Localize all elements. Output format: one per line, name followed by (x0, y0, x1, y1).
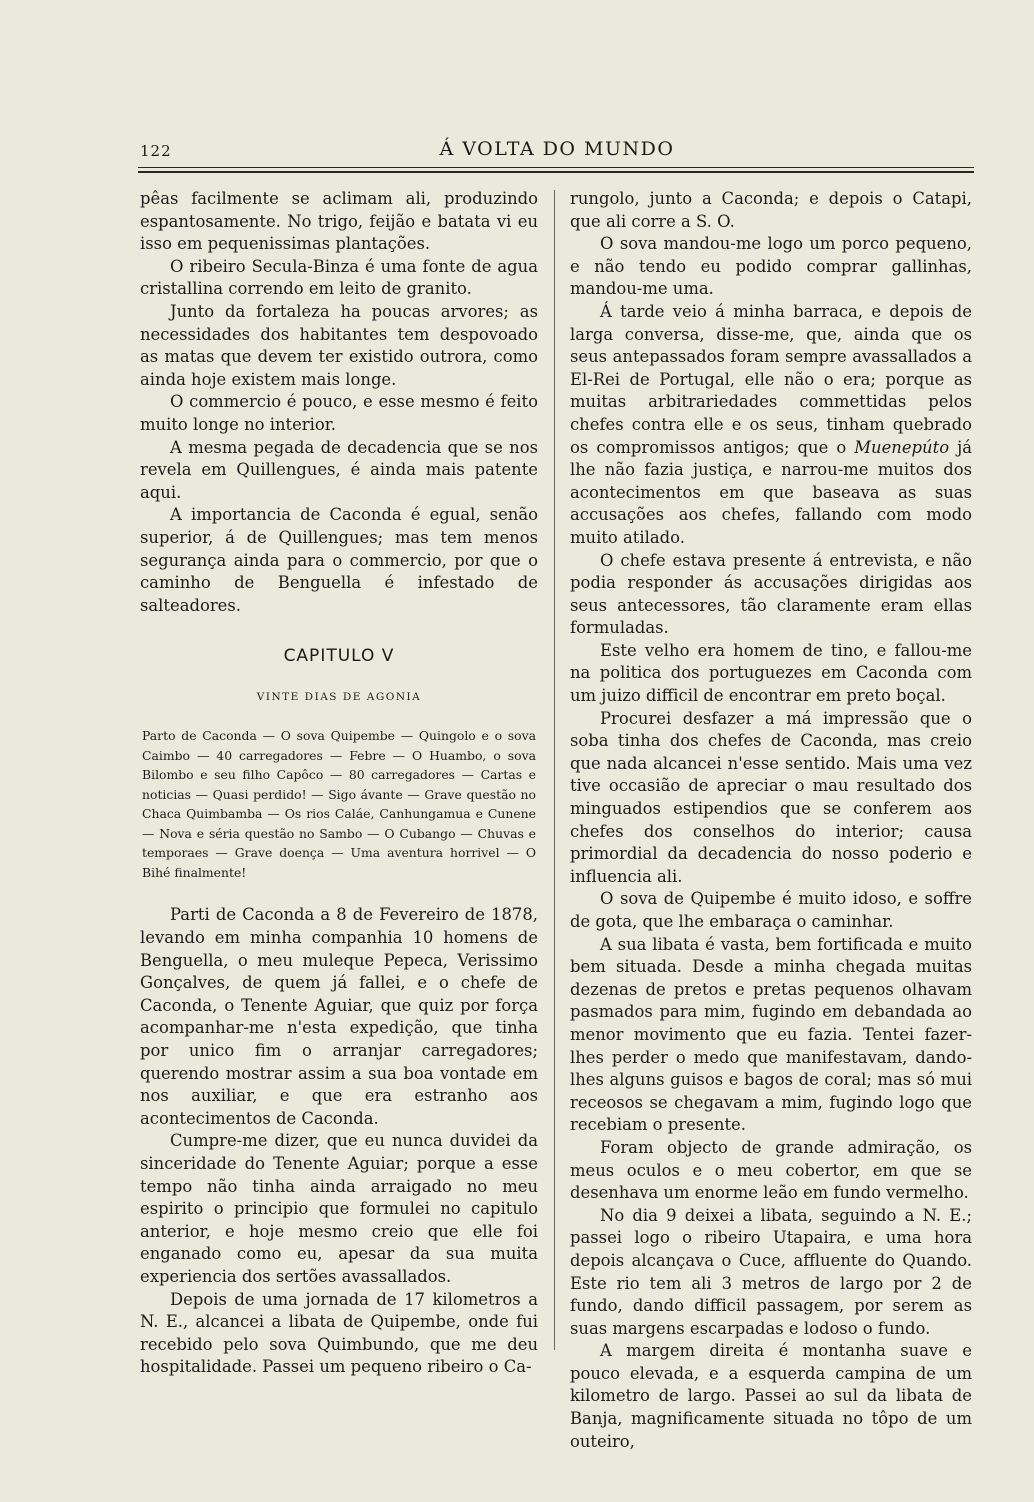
chapter-summary: Parto de Caconda — O sova Quipembe — Quingolo e o sova Caimbo — 40 carregadores — Febre — O Huambo, o sova Bilombo e seu filho Capôco — 80 carregadores — Cartas e noticias — Quasi perdido! — Sigo ávante — Grave questão no Chaca Quimbamba — Os rios Caláe, Canhungamua e Cunene — Nova e séria questão no Sambo — O Cubango — Chuvas e temporaes — Grave doença — Uma aventura horrivel — O Bihé finalmente! (142, 728, 536, 880)
chapter-title: CAPITULO V (283, 646, 395, 667)
paragraph: A sua libata é vasta, bem fortificada e muito bem situada. Desde a minha chegada muitas dezenas de pretos e pretas pequenos olhavam pasmados para mim, fugindo em debandada ao menor movimento que eu fazia. Tentei fazer-lhes perder o medo que manifestavam, dando-lhes alguns guisos e bagos de coral; mas só mui receosos se chegavam a mim, fugindo logo que recebiam o presente. (570, 934, 972, 1135)
paragraph: O commercio é pouco, e esse mesmo é feito muito longe no interior. (140, 392, 538, 434)
paragraph: O chefe estava presente á entrevista, e não podia responder ás accusações dirigidas aos seus antecessores, tão claramente eram ellas formuladas. (570, 550, 972, 638)
column-divider (554, 190, 555, 1350)
paragraph (570, 301, 972, 550)
paragraph: Foram objecto de grande admiração, os meus oculos e o meu cobertor, em que se desenhava um enorme leão em fundo vermelho. (570, 1137, 972, 1203)
header-rule-thick (138, 171, 974, 173)
paragraph: A mesma pegada de decadencia que se nos revela em Quillengues, é ainda mais patente aqui. (140, 437, 538, 502)
header-rule-thin (138, 167, 974, 168)
paragraph: Cumpre-me dizer, que eu nunca duvidei da sinceridade do Tenente Aguiar; porque a esse tempo não tinha ainda arraigado no meu espirito o principio que formulei no capitulo anterior, e hoje mesmo creio que elle foi enganado como eu, apesar da sua muita experiencia dos sertões avassallados. (140, 1131, 538, 1286)
right-column (570, 188, 972, 1453)
paragraph: O sova mandou-me logo um porco pequeno, e não tendo eu podido comprar gallinhas, mandou-me uma. (570, 234, 972, 299)
text-run: Á tarde veio á minha barraca, e depois de larga conversa, disse-me, que, ainda que os seus antepassados foram sempre avassallados a El-Rei de Portugal, elle não o era; porque as muitas arbitrariedades commettidas pelos chefes contra elle e os seus, tinham quebrado os compromissos antigos; que o (570, 301, 972, 457)
paragraph: rungolo, junto a Caconda; e depois o Catapi, que ali corre a S. O. (570, 189, 972, 231)
paragraph: Procurei desfazer a má impressão que o soba tinha dos chefes de Caconda, mas creio que nada alcancei n'esse sentido. Mais uma vez tive occasião de apreciar o mau resultado dos minguados estipendios que se conferem aos chefes dos conselhos do interior; causa primordial da decadencia do nosso poderio e influencia ali. (570, 708, 972, 886)
paragraph: O ribeiro Secula-Binza é uma fonte de agua cristallina correndo em leito de granito. (140, 256, 538, 299)
chapter-subtitle: VINTE DIAS DE AGONIA (256, 690, 422, 703)
page-number: 122 (140, 142, 172, 160)
paragraph: Parti de Caconda a 8 de Fevereiro de 1878, levando em minha companhia 10 homens de Benguella, o meu muleque Pepeca, Verissimo Gonçalves, de quem já fallei, e o chefe de Caconda, o Tenente Aguiar, que quiz por força acompanhar-me n'esta expedição, que tinha por unico fim o arranjar carregadores; querendo mostrar assim a sua boa vontade em nos auxiliar, e que era estranho aos acontecimentos de Caconda. (140, 905, 538, 1128)
paragraph: A importancia de Caconda é egual, senão superior, á de Quillengues; mas tem menos segurança ainda para o commercio, por que o caminho de Benguella é infestado de salteadores. (140, 505, 538, 615)
page-header (140, 138, 974, 164)
italic-term: Muenepúto (854, 437, 950, 457)
paragraph: Junto da fortaleza ha poucas arvores; as necessidades dos habitantes tem despovoado as matas que devem ter existido outrora, como ainda hoje existem mais longe. (140, 301, 538, 389)
running-title: Á VOLTA DO MUNDO (439, 138, 675, 160)
paragraph: No dia 9 deixei a libata, seguindo a N. E.; passei logo o ribeiro Utapaira, e uma hora depois alcançava o Cuce, affluente do Quando. Este rio tem ali 3 metros de largo por 2 de fundo, dando difficil passagem, por serem as suas margens escarpadas e lodoso o fundo. (570, 1205, 972, 1338)
paragraph: O sova de Quipembe é muito idoso, e soffre de gota, que lhe embaraça o caminhar. (570, 889, 972, 931)
text-run: já lhe não fazia justiça, e narrou-me muitos dos acontecimentos em que baseava as suas accusações aos chefes, fallando com modo muito atilado. (570, 437, 972, 547)
paragraph: A margem direita é montanha suave e pouco elevada, e a esquerda campina de um kilometro de largo. Passei ao sul da libata de Banja, magnificamente situada no tôpo de um outeiro, (570, 1341, 972, 1451)
left-column (140, 188, 538, 1379)
paragraph: pêas facilmente se aclimam ali, produzindo espantosamente. No trigo, feijão e batata vi eu isso em pequenissimas plantações. (140, 189, 538, 254)
paragraph: Depois de uma jornada de 17 kilometros a N. E., alcancei a libata de Quipembe, onde fui recebido pelo sova Quimbundo, que me deu hospitalidade. Passei um pequeno ribeiro o Ca- (140, 1289, 538, 1377)
paragraph: Este velho era homem de tino, e fallou-me na politica dos portuguezes em Caconda com um juizo difficil de encontrar em preto boçal. (570, 640, 972, 706)
